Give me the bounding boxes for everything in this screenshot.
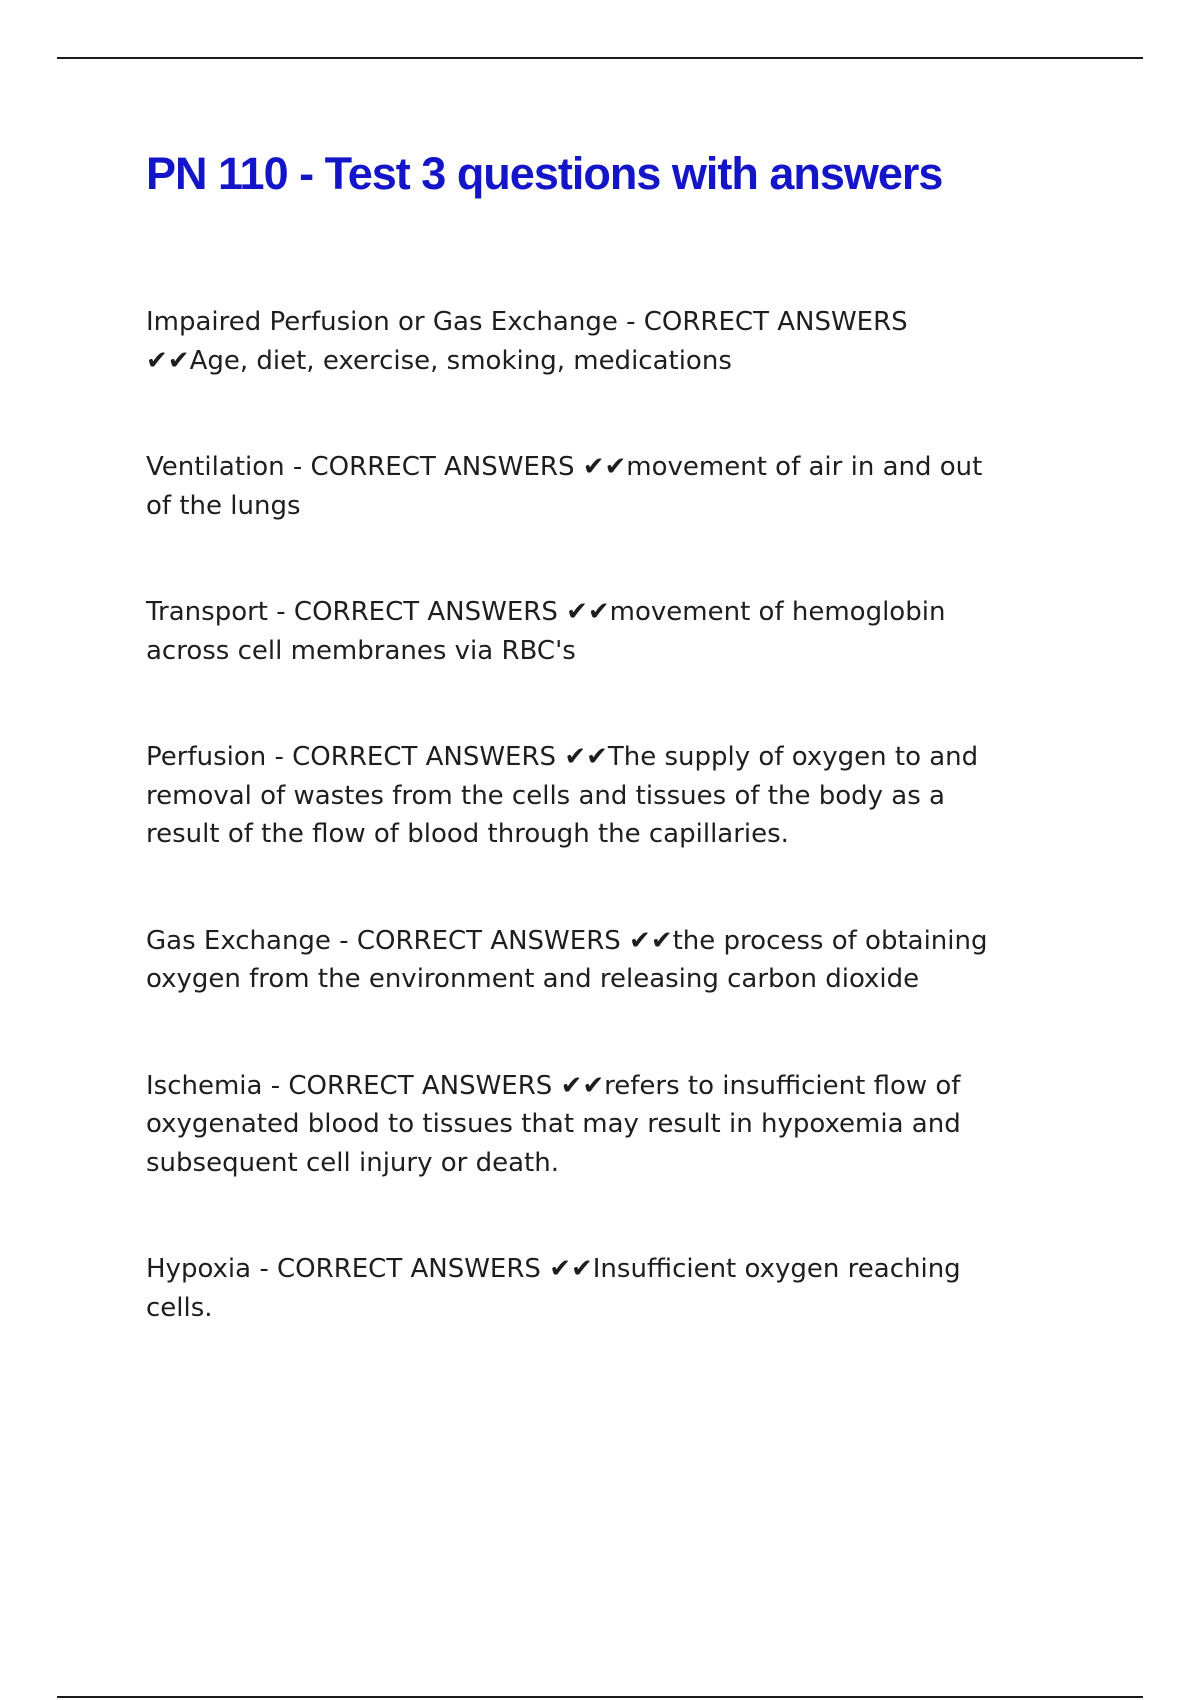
qa-entry-perfusion: Perfusion - CORRECT ANSWERS ✔✔The supply of oxygen to and removal of wastes from the cells and tissues of the body as a result of the flow of blood through the capillaries. — [146, 742, 979, 849]
qa-entry-ischemia: Ischemia - CORRECT ANSWERS ✔✔refers to insufficient flow of oxygenated blood to tissues that may result in hypoxemia and subsequent cell injury or death. — [146, 1070, 961, 1178]
qa-entry-gas-exchange: Gas Exchange - CORRECT ANSWERS ✔✔the process of obtaining oxygen from the environment and releasing carbon dioxide — [146, 925, 988, 994]
qa-list — [146, 303, 1086, 1395]
qa-entry-hypoxia: Hypoxia - CORRECT ANSWERS ✔✔Insufficient oxygen reaching cells. — [146, 1254, 961, 1323]
header-rule — [57, 57, 1143, 59]
page-title: PN 110 - Test 3 questions with answers — [146, 148, 943, 199]
footer-rule — [57, 1696, 1143, 1698]
qa-entry-ventilation: Ventilation - CORRECT ANSWERS ✔✔movement of air in and out of the lungs — [146, 452, 983, 521]
qa-entry-impaired-perfusion: Impaired Perfusion or Gas Exchange - CORRECT ANSWERS ✔✔Age, diet, exercise, smoking, medications — [146, 307, 908, 376]
qa-entry-transport: Transport - CORRECT ANSWERS ✔✔movement of hemoglobin across cell membranes via RBC's — [146, 597, 946, 666]
